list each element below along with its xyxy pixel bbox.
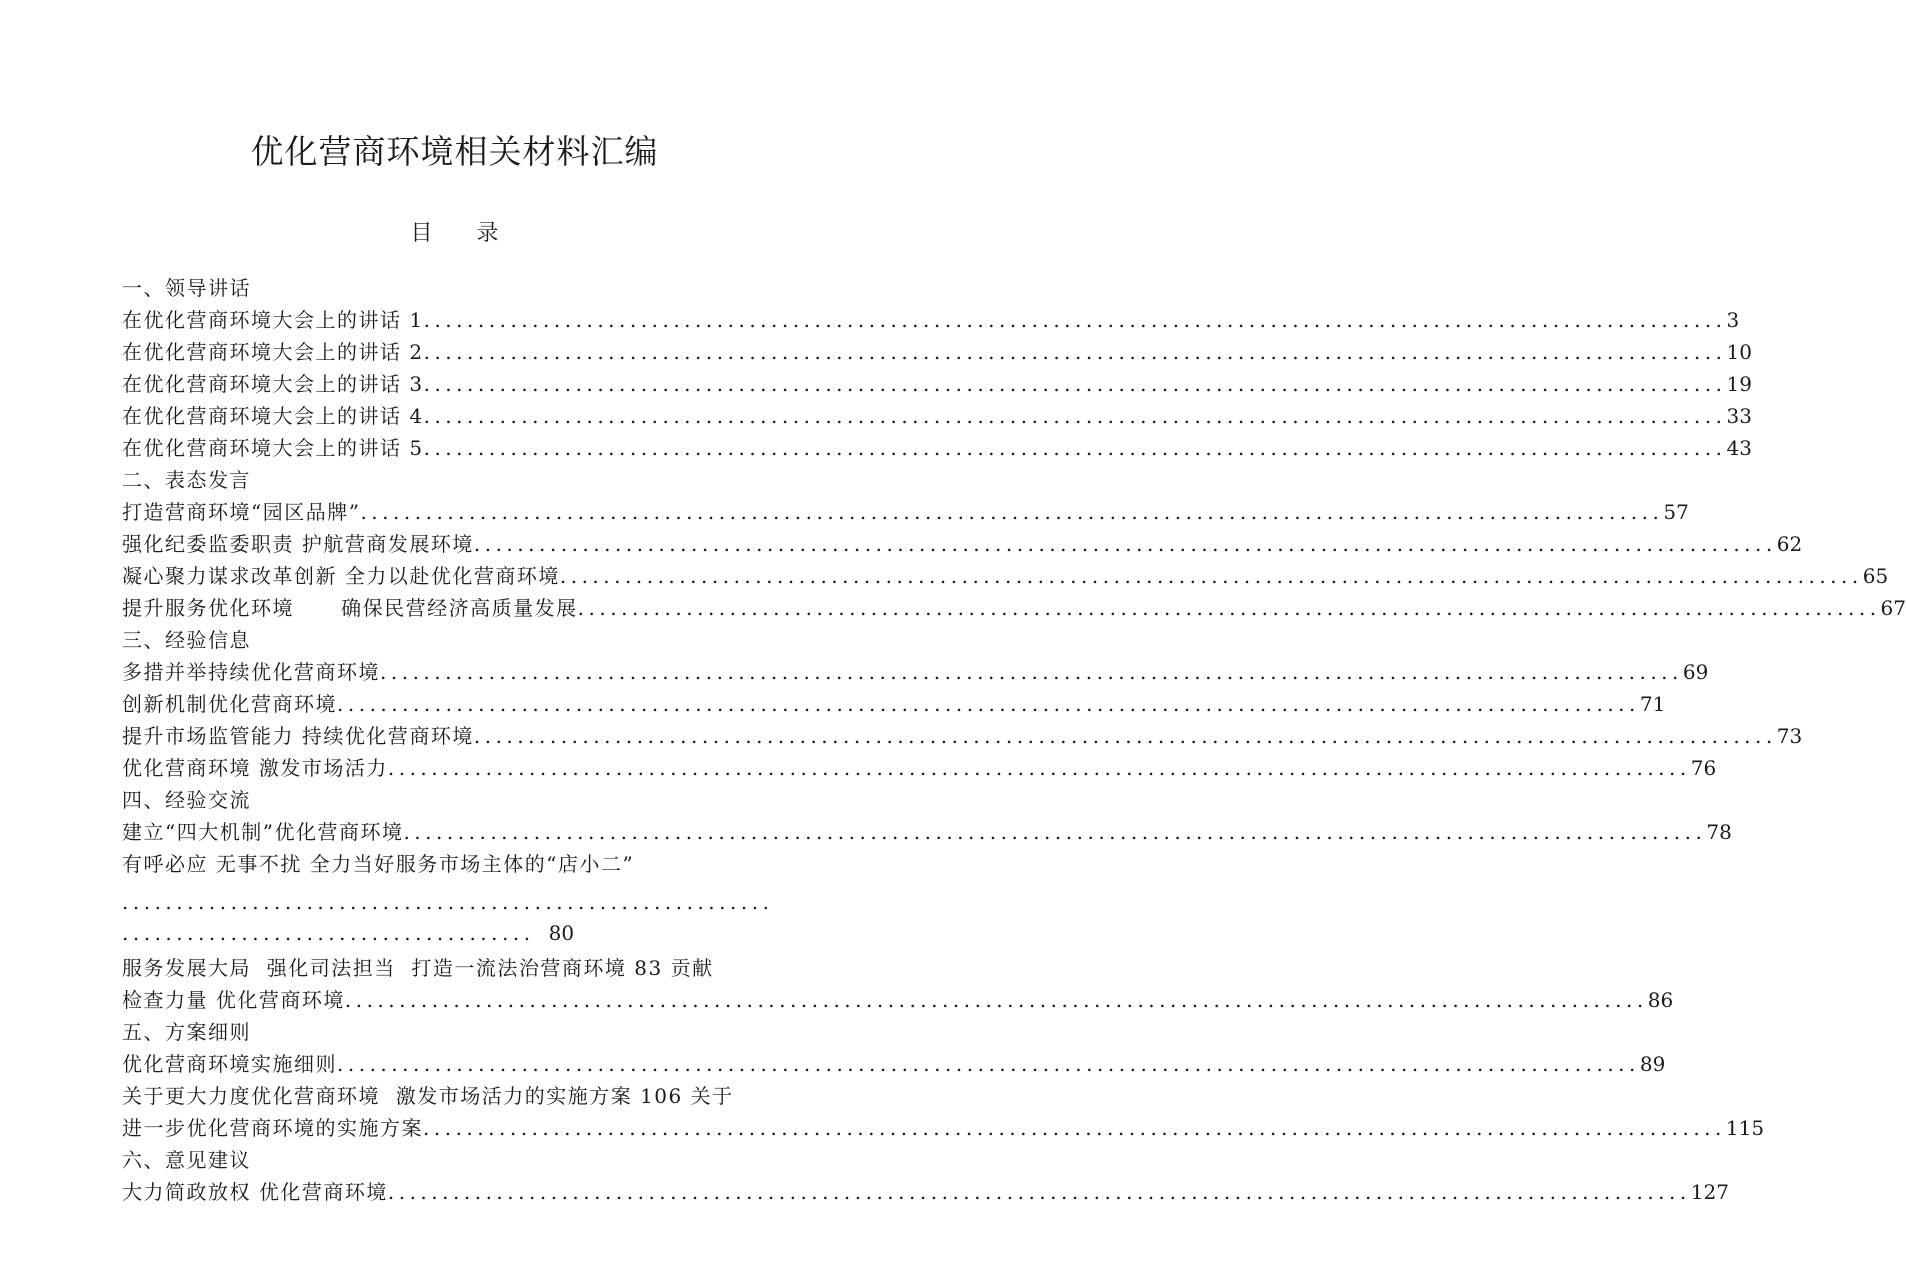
leader-dots: ........................................................................................................................ xyxy=(344,988,1648,1012)
section-heading: 四、经验交流 xyxy=(122,788,251,812)
leader-dots: ...................................... xyxy=(122,921,535,945)
leader-dots: ........................................................................................................................ xyxy=(577,596,1881,620)
page-number: 67 xyxy=(1880,596,1906,620)
toc-entry[interactable] xyxy=(122,984,1674,1016)
leader-dots: ........................................................................................................................ xyxy=(423,1116,1726,1140)
leader-dots: ........................................................................................................................ xyxy=(473,532,1777,556)
toc-entry[interactable] xyxy=(122,528,1803,560)
leader-dots: ........................................................................................................................ xyxy=(387,1180,1691,1204)
toc-entry-text: 优化营商环境 激发市场活力 xyxy=(122,756,388,780)
toc-entry-text: 优化营商环境实施细则 xyxy=(122,1052,337,1076)
leader-dots: ........................................................................................................................ xyxy=(423,404,1727,428)
leader-dots: ........................................................................................................................ xyxy=(423,308,1727,332)
toc-entry[interactable] xyxy=(122,952,794,984)
toc-entry-text: 提升服务优化环境 确保民营经济高质量发展 xyxy=(122,596,578,620)
leader-dots: ........................................................................................................................ xyxy=(423,372,1727,396)
leader-dots: ........................................................................................................................ xyxy=(387,756,1691,780)
page-number: 3 xyxy=(1726,308,1740,332)
toc-entry-text: 强化纪委监委职责 护航营商发展环境 xyxy=(122,532,474,556)
page-number: 43 xyxy=(1726,436,1752,460)
leader-dots: ............................................................ xyxy=(122,890,774,914)
page-number: 62 xyxy=(1776,532,1803,556)
toc-entry[interactable] xyxy=(122,1176,1729,1208)
toc-entry[interactable] xyxy=(122,496,1689,528)
toc-entry-text: 检查力量 优化营商环境 xyxy=(122,988,345,1012)
toc-entry-text: 进一步优化营商环境的实施方案 xyxy=(122,1116,423,1140)
toc-entry[interactable] xyxy=(122,304,1740,336)
page-number: 73 xyxy=(1776,724,1803,748)
toc-entry[interactable] xyxy=(122,656,1709,688)
page-number: 69 xyxy=(1682,660,1709,684)
toc-entry[interactable] xyxy=(122,1112,1765,1144)
page-number: 89 xyxy=(1639,1052,1666,1076)
toc-entry[interactable] xyxy=(122,400,1752,432)
toc-heading: 目录 xyxy=(410,221,543,246)
toc-entry-text: 大力简政放权 优化营商环境 xyxy=(122,1180,388,1204)
leader-dots: ........................................................................................................................ xyxy=(337,1052,1640,1076)
leader-dots: ........................................................................................................................ xyxy=(403,820,1707,844)
toc-entry-text: 在优化营商环境大会上的讲话 5 xyxy=(122,436,424,460)
section-heading: 一、领导讲话 xyxy=(122,276,251,300)
toc-entry[interactable] xyxy=(122,1048,1666,1080)
page-number: 115 xyxy=(1725,1116,1765,1140)
toc-entry[interactable] xyxy=(122,368,1752,400)
page-number: 57 xyxy=(1663,500,1689,524)
toc-entry[interactable] xyxy=(122,336,1752,368)
toc-entry[interactable] xyxy=(122,592,1906,624)
section-heading: 二、表态发言 xyxy=(122,468,251,492)
page-number: 127 xyxy=(1690,1180,1729,1204)
leader-dots: ........................................................................................................................ xyxy=(360,500,1664,524)
page-number: 86 xyxy=(1647,988,1674,1012)
toc-entry[interactable] xyxy=(122,1080,794,1112)
page-number: 10 xyxy=(1726,340,1752,364)
toc-entry-text: 凝心聚力谋求改革创新 全力以赴优化营商环境 xyxy=(122,564,560,588)
toc-entry[interactable] xyxy=(122,720,1803,752)
page-number: 76 xyxy=(1690,756,1717,780)
page-number: 78 xyxy=(1706,820,1732,844)
section-heading: 五、方案细则 xyxy=(122,1020,251,1044)
page-number: 80 xyxy=(548,921,575,945)
page-number: 65 xyxy=(1862,564,1889,588)
toc-entry-text: 打造营商环境“园区品牌” xyxy=(122,500,361,524)
toc-entry-text: 在优化营商环境大会上的讲话 2 xyxy=(122,340,424,364)
toc-entry-text: 建立“四大机制”优化营商环境 xyxy=(122,820,404,844)
toc-entry-text: 服务发展大局 强化司法担当 打造一流法治营商环境 83 贡献 xyxy=(122,956,714,980)
toc-entry-long[interactable] xyxy=(122,848,794,880)
leader-dots: ........................................................................................................................ xyxy=(423,340,1727,364)
toc-entry[interactable] xyxy=(122,752,1717,784)
toc-entry-text: 提升市场监管能力 持续优化营商环境 xyxy=(122,724,474,748)
section-heading: 六、意见建议 xyxy=(122,1148,251,1172)
leader-dots-row xyxy=(122,886,822,918)
page-number: 33 xyxy=(1726,404,1752,428)
leader-dots: ........................................................................................................................ xyxy=(473,724,1777,748)
leader-dots: ........................................................................................................................ xyxy=(559,564,1863,588)
toc-entry[interactable] xyxy=(122,816,1732,848)
toc-entry-text: 在优化营商环境大会上的讲话 3 xyxy=(122,372,424,396)
document-title: 优化营商环境相关材料汇编 xyxy=(250,132,659,171)
leader-dots: ........................................................................................................................ xyxy=(423,436,1727,460)
toc-entry-text: 关于更大力度优化营商环境 激发市场活力的实施方案 106 关于 xyxy=(122,1084,734,1108)
table-of-contents xyxy=(122,272,1906,1208)
leader-dots: ........................................................................................................................ xyxy=(337,692,1640,716)
leader-dots-row xyxy=(122,918,794,948)
page-number: 71 xyxy=(1639,692,1666,716)
toc-entry[interactable] xyxy=(122,688,1666,720)
leader-dots: ........................................................................................................................ xyxy=(380,660,1683,684)
section-heading: 三、经验信息 xyxy=(122,628,251,652)
toc-entry-text: 多措并举持续优化营商环境 xyxy=(122,660,380,684)
page-number: 19 xyxy=(1726,372,1752,396)
toc-entry-text: 在优化营商环境大会上的讲话 4 xyxy=(122,404,424,428)
toc-entry-text: 创新机制优化营商环境 xyxy=(122,692,337,716)
toc-entry[interactable] xyxy=(122,560,1889,592)
toc-entry-text: 在优化营商环境大会上的讲话 1 xyxy=(122,308,424,332)
toc-entry-text: 有呼必应 无事不扰 全力当好服务市场主体的“店小二” xyxy=(122,852,635,876)
toc-entry[interactable] xyxy=(122,432,1752,464)
